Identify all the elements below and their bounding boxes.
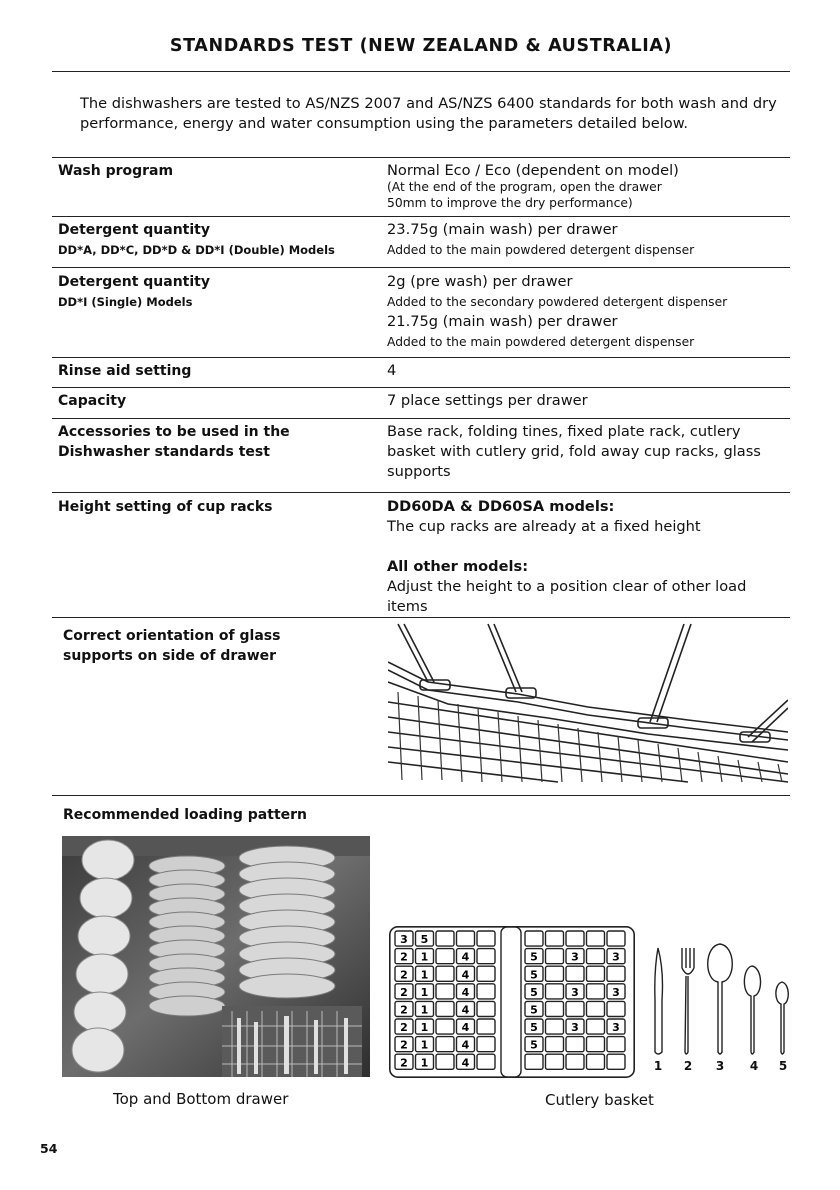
small-spoon-icon: [776, 982, 788, 1054]
detergent-double-label: Detergent quantity: [58, 222, 210, 238]
wash-program-note: 50mm to improve the dry performance): [387, 196, 633, 210]
basket-cell-label: 2: [400, 1003, 408, 1017]
basket-cell-right: [587, 931, 605, 946]
basket-cell-label: 3: [571, 985, 579, 999]
knife-icon: [655, 948, 663, 1054]
basket-cell-left: [477, 949, 495, 964]
basket-cell-right: [546, 931, 564, 946]
capacity-value: 7 place settings per drawer: [387, 392, 588, 409]
rinse-aid-label: Rinse aid setting: [58, 363, 192, 379]
basket-cell-label: 2: [400, 1038, 408, 1052]
basket-cell-right: [546, 966, 564, 981]
table-divider: [52, 216, 790, 217]
basket-cell-label: 5: [420, 933, 429, 947]
basket-cell-label: 1: [420, 1003, 429, 1017]
table-divider: [52, 157, 790, 158]
basket-cell-label: 3: [571, 1021, 579, 1035]
basket-cell-label: 1: [420, 950, 429, 964]
table-divider: [52, 492, 790, 493]
basket-cell-left: [436, 1019, 454, 1034]
detergent-double-models: DD*A, DD*C, DD*D & DD*I (Double) Models: [58, 243, 335, 257]
fork-icon: [682, 948, 694, 1054]
detergent-single-note-prewash: Added to the secondary powdered detergent dispenser: [387, 295, 728, 309]
table-divider: [52, 267, 790, 268]
basket-cell-label: 1: [420, 985, 429, 999]
basket-cell-right: [566, 931, 584, 946]
basket-caption: Cutlery basket: [545, 1091, 654, 1109]
legend-number: 4: [749, 1059, 759, 1073]
basket-cell-right: [587, 984, 605, 999]
basket-cell-left: [477, 1054, 495, 1069]
basket-cell-left: [477, 1037, 495, 1052]
wash-program-value: Normal Eco / Eco (dependent on model): [387, 162, 679, 179]
cup-rack-fixed-text: The cup racks are already at a fixed height: [387, 518, 701, 535]
basket-cell-label: 4: [461, 950, 470, 964]
basket-cell-label: 1: [420, 1056, 429, 1070]
basket-cell-right: [525, 931, 543, 946]
basket-cell-label: 1: [420, 1038, 429, 1052]
cup-rack-models-heading: DD60DA & DD60SA models:: [387, 498, 615, 515]
basket-cell-right: [587, 1054, 605, 1069]
basket-cell-left: [436, 931, 454, 946]
basket-cell-label: 3: [571, 950, 579, 964]
glass-support-label: Correct orientation of glass: [63, 628, 281, 644]
tablespoon-icon: [708, 944, 733, 1054]
detergent-single-value-prewash: 2g (pre wash) per drawer: [387, 273, 573, 290]
page-title: STANDARDS TEST (NEW ZEALAND & AUSTRALIA): [52, 36, 790, 72]
basket-cell-right: [587, 949, 605, 964]
basket-cell-label: 4: [461, 968, 470, 982]
basket-cell-label: 3: [612, 1021, 620, 1035]
basket-cell-right: [525, 1054, 543, 1069]
basket-cell-label: 4: [461, 1021, 470, 1035]
legend-number: 5: [778, 1059, 788, 1073]
basket-cell-left: [477, 966, 495, 981]
detergent-single-value-main: 21.75g (main wash) per drawer: [387, 313, 618, 330]
basket-cell-label: 4: [461, 1056, 470, 1070]
wash-program-label: Wash program: [58, 163, 174, 179]
basket-cell-label: 2: [400, 1056, 408, 1070]
detergent-single-models: DD*I (Single) Models: [58, 295, 193, 309]
cup-rack-height-label: Height setting of cup racks: [58, 499, 273, 515]
teaspoon-icon: [744, 966, 760, 1054]
capacity-label: Capacity: [58, 393, 127, 409]
table-divider: [52, 795, 790, 796]
basket-cell-right: [607, 966, 625, 981]
basket-cell-label: 2: [400, 985, 408, 999]
basket-cell-left: [477, 1019, 495, 1034]
detergent-single-label: Detergent quantity: [58, 274, 210, 290]
basket-cell-left: [477, 1001, 495, 1016]
basket-cell-label: 5: [530, 1003, 538, 1017]
cup-rack-adjust-text: Adjust the height to a position clear of other load items: [387, 578, 747, 615]
basket-cell-right: [566, 1054, 584, 1069]
basket-cell-label: 5: [530, 985, 538, 999]
basket-cell-label: 2: [400, 968, 408, 982]
detergent-double-value: 23.75g (main wash) per drawer: [387, 221, 618, 238]
detergent-double-note: Added to the main powdered detergent dispenser: [387, 243, 695, 257]
basket-cell-right: [546, 1019, 564, 1034]
basket-cell-right: [607, 1054, 625, 1069]
basket-cell-right: [587, 1001, 605, 1016]
basket-cell-left: [477, 984, 495, 999]
basket-cell-left: [436, 949, 454, 964]
legend-number: 3: [715, 1059, 725, 1073]
glass-support-label: supports on side of drawer: [63, 648, 277, 664]
detergent-single-note-main: Added to the main powdered detergent dispenser: [387, 335, 695, 349]
basket-cell-left: [477, 931, 495, 946]
basket-cell-label: 1: [420, 968, 429, 982]
basket-cell-left: [436, 1054, 454, 1069]
basket-cell-right: [566, 1001, 584, 1016]
basket-cell-right: [566, 966, 584, 981]
basket-cell-right: [607, 1037, 625, 1052]
basket-cell-right: [546, 984, 564, 999]
basket-cell-right: [546, 1001, 564, 1016]
basket-cell-label: 3: [612, 950, 620, 964]
basket-cell-right: [587, 1037, 605, 1052]
table-divider: [52, 418, 790, 419]
wash-program-note: (At the end of the program, open the drawer: [387, 180, 662, 194]
basket-cell-label: 4: [461, 1003, 470, 1017]
basket-cell-label: 2: [400, 1021, 408, 1035]
basket-cell-left: [436, 1037, 454, 1052]
accessories-label: Dishwasher standards test: [58, 444, 270, 460]
basket-cell-label: 2: [400, 950, 408, 964]
basket-cell-left: [436, 1001, 454, 1016]
basket-cell-label: 1: [420, 1021, 429, 1035]
table-divider: [52, 387, 790, 388]
basket-cell-label: 5: [530, 1021, 538, 1035]
loading-pattern-label: Recommended loading pattern: [63, 807, 308, 823]
basket-cell-right: [607, 1001, 625, 1016]
basket-cell-right: [607, 931, 625, 946]
legend-number: 2: [683, 1059, 693, 1073]
basket-cell-left: [436, 966, 454, 981]
glass-support-illustration: [388, 622, 788, 784]
accessories-label: Accessories to be used in the: [58, 424, 290, 440]
cutlery-legend: [648, 940, 798, 1075]
page-number: 54: [40, 1141, 58, 1156]
basket-cell-right: [566, 1037, 584, 1052]
basket-cell-left: [457, 931, 475, 946]
basket-cell-right: [546, 949, 564, 964]
cup-rack-other-heading: All other models:: [387, 558, 529, 575]
basket-cell-label: 3: [400, 933, 408, 947]
basket-cell-label: 3: [612, 985, 620, 999]
drawer-loading-photo: [62, 836, 370, 1077]
basket-cell-right: [587, 966, 605, 981]
basket-cell-right: [546, 1054, 564, 1069]
cutlery-basket-diagram: [389, 926, 635, 1078]
table-divider: [52, 617, 790, 618]
basket-cell-label: 4: [461, 985, 470, 999]
table-divider: [52, 357, 790, 358]
basket-cell-left: [436, 984, 454, 999]
accessories-value: Base rack, folding tines, fixed plate rack, cutlery basket with cutlery grid, fold away cup racks, glass supports: [387, 423, 761, 480]
intro-paragraph: The dishwashers are tested to AS/NZS 2007 and AS/NZS 6400 standards for both wash and dry performance, energy and water consumption using the parameters detailed below.: [80, 95, 777, 132]
basket-cell-label: 5: [530, 968, 538, 982]
basket-cell-label: 4: [461, 1038, 470, 1052]
basket-cell-label: 5: [530, 1038, 538, 1052]
basket-cell-right: [587, 1019, 605, 1034]
drawer-caption: Top and Bottom drawer: [113, 1090, 289, 1108]
legend-number: 1: [653, 1059, 663, 1073]
basket-cell-right: [546, 1037, 564, 1052]
rinse-aid-value: 4: [387, 362, 397, 379]
basket-cell-label: 5: [530, 950, 538, 964]
